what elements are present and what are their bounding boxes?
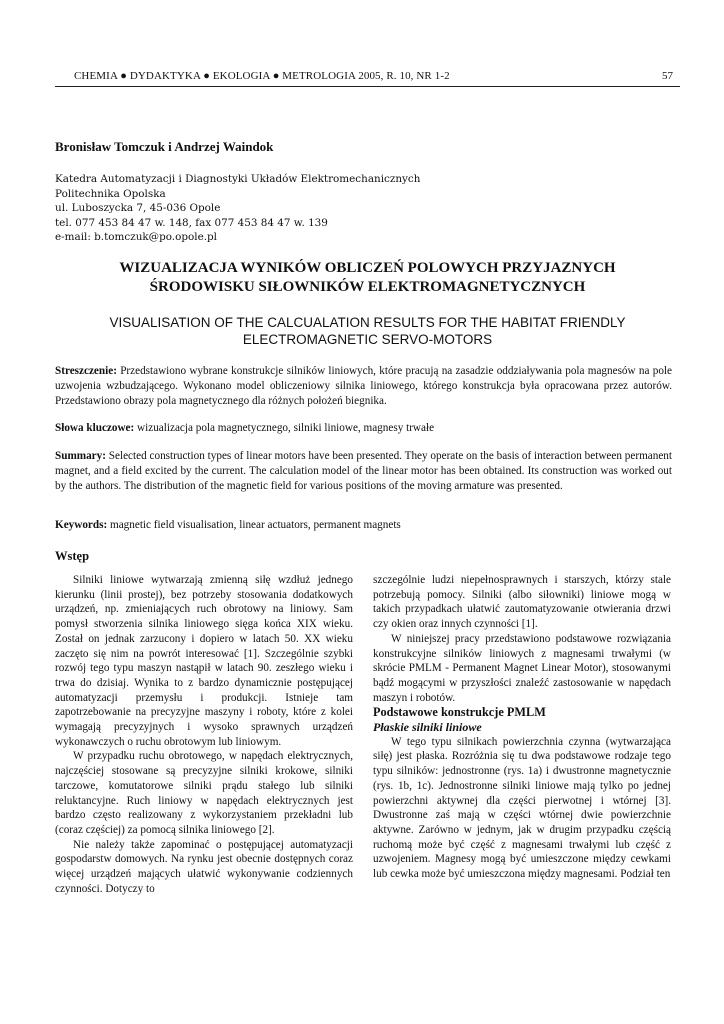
abstract-english-label: Summary: — [55, 450, 106, 462]
page-number: 57 — [662, 70, 673, 82]
abstract-polish — [55, 364, 672, 410]
title-polish — [55, 259, 680, 297]
title-english — [55, 314, 680, 348]
abstract-polish-text: Przedstawiono wybrane konstrukcje silników liniowych, które pracują na zasadzie oddziaływania pola magnesów na pole uzwojenia wzbudzającego. Wykonano model obliczeniowy silnika liniowego, którego konstrukcja była opracowana przez autorów. Przedstawiono obrazy pola magnetycznego dla różnych położeń biegnika. — [55, 365, 672, 408]
journal-header: CHEMIA ● DYDAKTYKA ● EKOLOGIA ● METROLOGIA 2005, R. 10, NR 1-2 — [74, 70, 450, 82]
keywords-polish-label: Słowa kluczowe: — [55, 422, 135, 434]
paragraph: Nie należy także zapominać o postępującej automatyzacji gospodarstw domowych. Na rynku jest obecnie dostępnych coraz więcej urządzeń mających ułatwić wykonywanie codziennych czynności. Dotyczy to — [55, 838, 353, 895]
paragraph: W tego typu silnikach powierzchnia czynna (wytwarzająca siłę) jest płaska. Rozróżnia się tu dwa podstawowe rodzaje tego typu silników: jednostronne (rys. 1a) i dwustronne magnetycznie (rys. 1b, 1c). Jednostronne silniki liniowe mają tylko po jednej powierzchni aktywnej dla części pierwotnej i wtórnej [3]. Dwustronne zaś mają w części wtórnej dwie powierzchnie aktywne. Zarówno w jednym, jak w drugim przypadku częścią ruchomą może być część z magnesami trwałymi lub część z uzwojeniem. Magnesy mogą być umieszczone między cewkami lub cewka może być umieszczona między magnesami. Podział ten — [373, 735, 671, 881]
paragraph-continued: szczególnie ludzi niepełnosprawnych i starszych, którzy stale potrzebują pomocy. Silniki (albo siłowniki) liniowe mogą w takich przypadkach ułatwić zautomatyzowanie otwierania drzwi czy okien oraz innych czynności [1]. — [373, 574, 671, 631]
affiliation-line: ul. Luboszycka 7, 45-036 Opole — [55, 202, 221, 215]
paragraph: Silniki liniowe wytwarzają zmienną siłę wzdłuż jednego kierunku (linii prostej), bez potrzeby stosowania dodatkowych urządzeń, np. zmieniających ruch obrotowy na liniowy. Sam pomysł stworzenia silnika liniowego sięga końca XIX wieku. Został on jednak zarzucony i dopiero w latach 50. XX wieku zaczęto się nim na powrót interesować [1]. Szczególnie szybki rozwój tego typu maszyn nastąpił w latach 90. zeszłego wieku i trwa do dzisiaj. Wynika to z bardzo dynamicznie postępującej automatyzacji przemysłu i produkcji. Istnieje tam zapotrzebowanie na precyzyjne maszyny i roboty, które z kolei wymagają precyzyjnych i wysoko sprawnych urządzeń wykonawczych o ruchu obrotowym lub liniowym. — [55, 574, 353, 748]
affiliation — [55, 172, 420, 245]
subsection-heading-plaskie: Płaskie silniki liniowe — [373, 720, 482, 735]
keywords-english-text: magnetic field visualisation, linear actuators, permanent magnets — [107, 519, 401, 531]
title-english-line: VISUALISATION OF THE CALCUALATION RESULTS FOR THE HABITAT FRIENDLY — [109, 315, 626, 330]
abstract-english — [55, 449, 672, 495]
authors: Bronisław Tomczuk i Andrzej Waindok — [55, 139, 274, 154]
title-polish-line: WIZUALIZACJA WYNIKÓW OBLICZEŃ POLOWYCH PRZYJAZNYCH — [119, 260, 616, 276]
keywords-english — [55, 518, 672, 533]
abstract-polish-label: Streszczenie: — [55, 365, 117, 377]
keywords-polish-text: wizualizacja pola magnetycznego, silniki liniowe, magnesy trwałe — [134, 422, 435, 434]
right-column — [373, 573, 671, 882]
affiliation-line: tel. 077 453 84 47 w. 148, fax 077 453 84 47 w. 139 — [55, 216, 328, 229]
section-heading-wstep: Wstęp — [55, 549, 90, 563]
affiliation-email: e-mail: b.tomczuk@po.opole.pl — [55, 231, 218, 244]
keywords-english-label: Keywords: — [55, 519, 108, 531]
paragraph: W niniejszej pracy przedstawiono podstawowe rozwiązania konstrukcyjne silników liniowych z magnesami trwałymi (w skrócie PMLM - Permanent Magnet Linear Motor), stosowanymi bądź mogącymi w przyszłości znaleźć zastosowanie w napędach maszyn i robotów. — [373, 632, 671, 704]
keywords-polish — [55, 421, 672, 436]
abstract-english-text: Selected construction types of linear motors have been presented. They operate on the basis of interaction between permanent magnet, and a field excited by the current. The calculation model of the linear motor has been obtained. Its construction was worked out by the authors. The distribution of the magnetic field for various positions of the moving armature was presented. — [55, 450, 672, 493]
left-column — [55, 573, 353, 896]
section-heading-pmlm: Podstawowe konstrukcje PMLM — [373, 705, 546, 720]
affiliation-line: Katedra Automatyzacji i Diagnostyki Układów Elektromechanicznych — [55, 173, 421, 185]
paragraph: W przypadku ruchu obrotowego, w napędach elektrycznych, najczęściej stosowane są precyzyjne silniki krokowe, silniki tarczowe, komutatorowe silniki prądu stałego lub silniki reluktancyjne. Ruch liniowy w napędach elektrycznych jest bardzo często realizowany z wykorzystaniem przekładni lub (coraz częściej) za pomocą silnika liniowego [2]. — [55, 750, 353, 836]
header-rule — [55, 86, 680, 87]
title-english-line: ELECTROMAGNETIC SERVO-MOTORS — [242, 332, 493, 347]
title-polish-line: ŚRODOWISKU SIŁOWNIKÓW ELEKTROMAGNETYCZNYCH — [149, 279, 586, 295]
affiliation-line: Politechnika Opolska — [55, 187, 166, 200]
